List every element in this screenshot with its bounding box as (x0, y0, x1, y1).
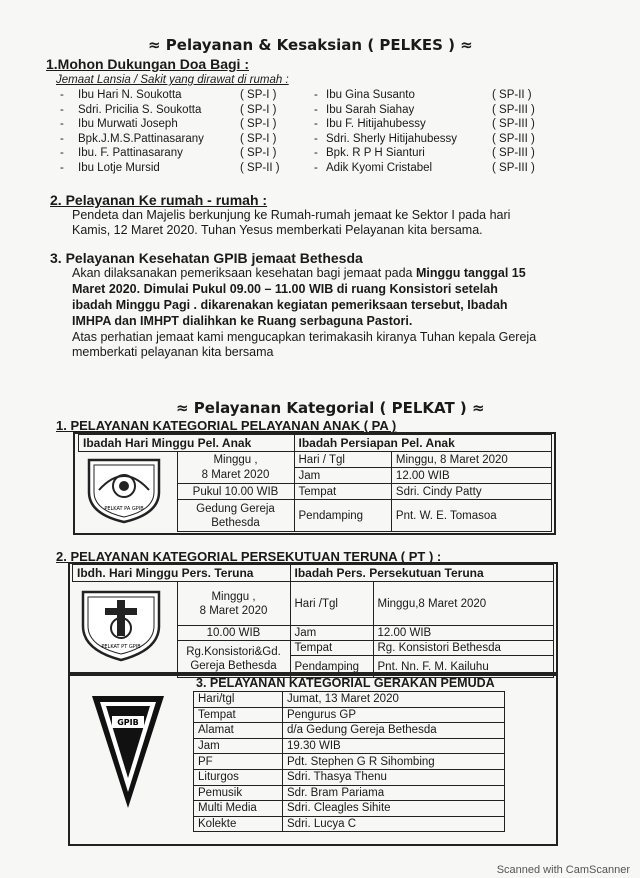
pa-row-value-3: Sdri. Cindy Patty (391, 484, 551, 500)
list-dash: - (314, 162, 318, 174)
pa-left-cell-4 (177, 500, 294, 532)
pelkes-title: ≈ Pelayanan & Kesaksian ( PELKES ) ≈ (148, 36, 473, 54)
list-dash: - (314, 103, 318, 116)
list-dash: - (60, 132, 64, 145)
prayer-name: Ibu Lotje Mursid (78, 162, 160, 174)
sector-code: ( SP-I ) (240, 89, 277, 101)
gp-row-value: Sdri. Thasya Thenu (283, 769, 505, 785)
list-dash: - (60, 162, 64, 174)
sector-code: ( SP-III ) (492, 162, 535, 174)
rumah-heading (50, 192, 267, 208)
scanner-watermark: Scanned with CamScanner (496, 864, 630, 876)
gp-row-label: Kolekte (194, 816, 283, 832)
pa-row-label-4: Pendamping (294, 500, 391, 532)
list-dash: - (314, 132, 318, 145)
pa-left-cell-4b: Bethesda (211, 516, 260, 529)
pt-logo-icon (79, 586, 163, 662)
gp-row-value: Sdri. Cleagles Sihite (283, 801, 505, 817)
pt-left-cell-1b: 8 Maret 2020 (199, 604, 268, 617)
pt-row-label-2: Jam (290, 626, 373, 641)
list-dash: - (60, 147, 64, 160)
gp-row (194, 707, 505, 723)
gp-table (193, 691, 505, 832)
gp-row-label: Jam (194, 738, 283, 754)
prayer-name: Adik Kyomi Cristabel (326, 162, 433, 174)
sector-code: ( SP-I ) (240, 132, 277, 145)
pt-logo-cell (73, 582, 178, 678)
gp-row (194, 769, 505, 785)
pa-row-value-4: Pnt. W. E. Tomasoa (391, 500, 551, 532)
kesehatan-line-1a: Akan dilaksanakan pemeriksaan kesehatan bagi jemaat pada (72, 266, 416, 280)
gp-row-label: Pemusik (194, 785, 283, 801)
pa-right-header: Ibadah Persiapan Pel. Anak (294, 435, 552, 452)
pa-heading: 1. PELAYANAN KATEGORIAL PELAYANAN ANAK ( PA ) (56, 418, 397, 433)
pa-left-cell-4a: Gedung Gereja (196, 502, 275, 515)
gp-row-value: Pengurus GP (283, 707, 505, 723)
gp-row-label: Multi Media (194, 801, 283, 817)
prayer-name: Sdri. Sherly Hitijahubessy (326, 132, 458, 145)
gp-logo-icon (88, 692, 168, 812)
list-dash: - (60, 118, 64, 131)
sector-code: ( SP-III ) (492, 147, 535, 160)
sector-code: ( SP-III ) (492, 132, 535, 145)
gp-row-value: Sdr. Bram Pariama (283, 785, 505, 801)
pt-table (72, 564, 554, 678)
pa-row-value-2: 12.00 WIB (391, 468, 551, 484)
gp-row-label: Alamat (194, 723, 283, 739)
pa-row-label-3: Tempat (294, 484, 391, 500)
sector-code: ( SP-I ) (240, 147, 277, 160)
gp-row (194, 801, 505, 817)
pt-left-cell-1 (177, 582, 290, 626)
pt-row-label-3: Tempat (290, 641, 373, 656)
gp-row (194, 692, 505, 708)
pa-logo-text: PELKAT PA GPIB (103, 506, 144, 512)
list-dash: - (60, 89, 64, 101)
pt-row-label-4: Pendamping (290, 656, 373, 678)
gp-row (194, 723, 505, 739)
prayer-name: Bpk.J.M.S.Pattinasarany (78, 132, 204, 145)
kesehatan-line-2: Maret 2020. Dimulai Pukul 09.00 – 11.00 WIB di ruang Konsistori setelah (72, 282, 498, 296)
pa-left-header: Ibadah Hari Minggu Pel. Anak (79, 435, 295, 452)
pt-row-value-2: 12.00 WIB (373, 626, 554, 641)
gp-row (194, 785, 505, 801)
gp-row-label: Hari/tgl (194, 692, 283, 708)
pt-left-cell-2: 10.00 WIB (177, 626, 290, 641)
gp-heading: 3. PELAYANAN KATEGORIAL GERAKAN PEMUDA (196, 676, 495, 690)
gp-row (194, 816, 505, 832)
kesehatan-line-3: ibadah Minggu Pagi . dikarenakan kegiatan pemeriksaan tersebut, Ibadah (72, 298, 508, 312)
pa-row-label-1: Hari / Tgl (294, 452, 391, 468)
kesehatan-line-5: Atas perhatian jemaat kami mengucapkan terimakasih kiranya Tuhan kepala Gereja (72, 330, 537, 344)
prayer-name: Ibu. F. Pattinasarany (78, 147, 183, 160)
rumah-line-1: Pendeta dan Majelis berkunjung ke Rumah-rumah jemaat ke Sektor I pada hari (72, 208, 511, 222)
list-dash: - (314, 89, 318, 101)
rumah-line-2: Kamis, 12 Maret 2020. Tuhan Yesus memberkati Pelayanan kita bersama. (72, 223, 483, 237)
gp-row-value: Sdri. Lucya C (283, 816, 505, 832)
list-dash: - (60, 103, 64, 116)
pt-left-cell-3a: Rg.Konsistori&Gd. (186, 646, 281, 658)
gp-row-value: Jumat, 13 Maret 2020 (283, 692, 505, 708)
pa-left-cell-2: 8 Maret 2020 (177, 468, 294, 484)
pt-row-value-3: Rg. Konsistori Bethesda (373, 641, 554, 656)
kesehatan-heading: 3. Pelayanan Kesehatan GPIB jemaat Bethesda (50, 250, 363, 266)
prayer-name: Ibu F. Hitijahubessy (326, 118, 426, 131)
list-dash: - (314, 147, 318, 160)
kesehatan-line-4: IMHPA dan IMHPT dialihkan ke Ruang serbaguna Pastori. (72, 314, 413, 328)
list-dash: - (314, 118, 318, 131)
sector-code: ( SP-II ) (492, 89, 532, 101)
gp-row-value: 19.30 WIB (283, 738, 505, 754)
gp-logo-text: GPIB (117, 718, 139, 727)
sector-code: ( SP-III ) (492, 118, 535, 131)
gp-row (194, 738, 505, 754)
sector-code: ( SP-I ) (240, 118, 277, 131)
pt-row-label-1: Hari /Tgl (290, 582, 373, 626)
pa-left-cell-1: Minggu , (177, 452, 294, 468)
gp-row-value: Pdt. Stephen G R Sihombing (283, 754, 505, 770)
pt-row-value-1: Minggu,8 Maret 2020 (373, 582, 554, 626)
doa-subheading: Jemaat Lansia / Sakit yang dirawat di rumah : (56, 74, 289, 86)
pt-row-value-4: Pnt. Nn. F. M. Kailuhu (373, 656, 554, 678)
sector-code: ( SP-II ) (240, 162, 280, 174)
kesehatan-line-1 (72, 266, 526, 282)
prayer-name: Ibu Hari N. Soukotta (78, 89, 182, 101)
kesehatan-line-1b: Minggu tanggal 15 (415, 266, 526, 280)
sector-code: ( SP-III ) (492, 103, 535, 116)
gp-row-value: d/a Gedung Gereja Bethesda (283, 723, 505, 739)
pt-logo-text: PELKAT PT GPIB (100, 644, 141, 650)
prayer-name: Sdri. Pricilia S. Soukotta (78, 103, 202, 116)
kesehatan-line-6: memberkati pelayanan kita bersama (72, 345, 274, 359)
pt-right-header: Ibadah Pers. Persekutuan Teruna (290, 565, 554, 582)
pa-logo-icon (85, 454, 163, 524)
prayer-name: Bpk. R P H Sianturi (326, 147, 425, 160)
rumah-heading-text: 2. Pelayanan Ke rumah - rumah : (50, 192, 268, 208)
gp-row (194, 754, 505, 770)
pt-heading: 2. PELAYANAN KATEGORIAL PERSEKUTUAN TERUNA ( PT ) : (56, 549, 442, 564)
prayer-name: Ibu Murwati Joseph (78, 118, 178, 131)
pa-logo-cell (79, 452, 178, 532)
doa-heading: 1.Mohon Dukungan Doa Bagi : (46, 56, 249, 72)
sector-code: ( SP-I ) (240, 103, 277, 116)
pa-row-value-1: Minggu, 8 Maret 2020 (391, 452, 551, 468)
gp-row-label: PF (194, 754, 283, 770)
pa-row-label-2: Jam (294, 468, 391, 484)
prayer-name: Ibu Gina Susanto (326, 89, 415, 101)
pt-left-cell-1a: Minggu , (211, 590, 256, 603)
prayer-name: Ibu Sarah Siahay (326, 103, 415, 116)
pt-left-header: Ibdh. Hari Minggu Pers. Teruna (73, 565, 291, 582)
pa-table (78, 434, 552, 532)
gp-row-label: Liturgos (194, 769, 283, 785)
pa-left-cell-3: Pukul 10.00 WIB (177, 484, 294, 500)
pelkat-title: ≈ Pelayanan Kategorial ( PELKAT ) ≈ (176, 399, 485, 417)
gp-row-label: Tempat (194, 707, 283, 723)
pt-left-cell-3b: Gereja Bethesda (190, 660, 277, 672)
